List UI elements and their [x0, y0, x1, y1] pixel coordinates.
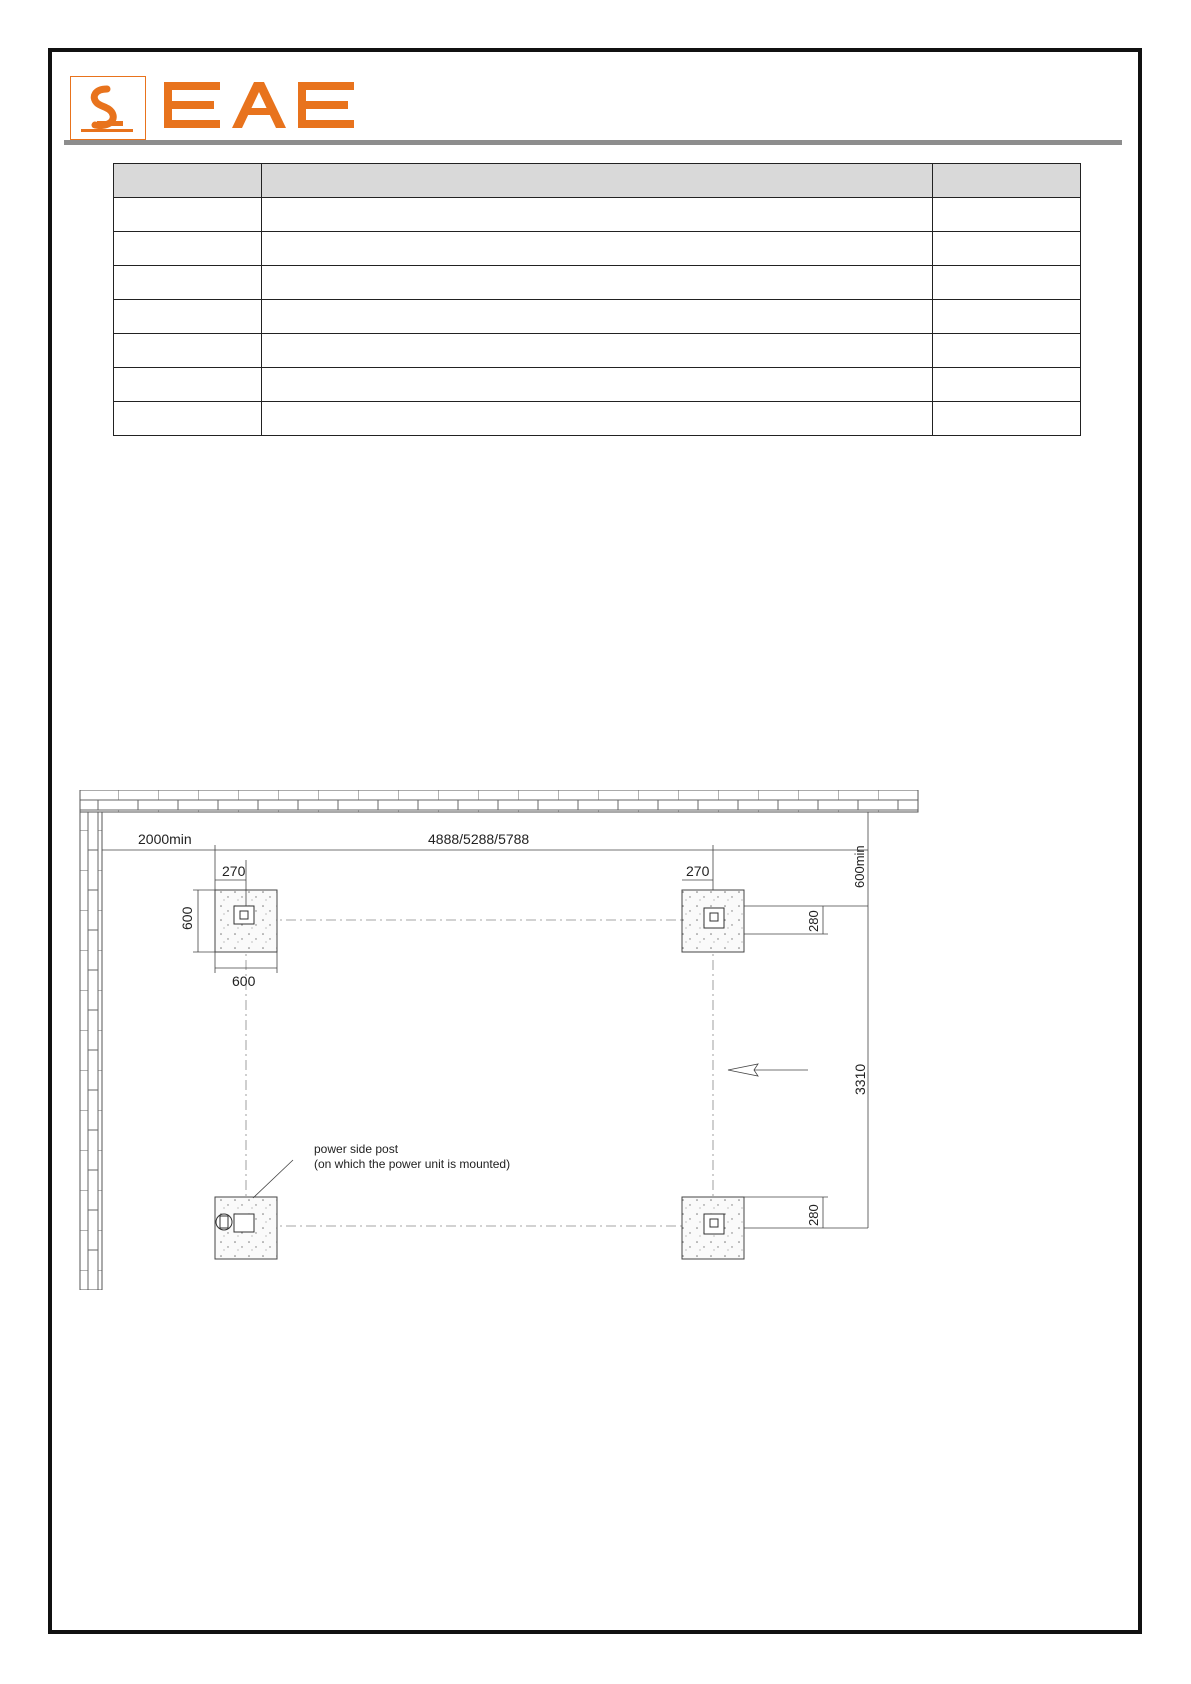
table-header-row: [114, 164, 1081, 198]
dim-top-right-280: 280: [806, 910, 821, 932]
dim-top-right-offset: 270: [686, 863, 710, 879]
table-cell: [114, 334, 262, 368]
table-cell: [114, 402, 262, 436]
post-base-bottom-left: [215, 1197, 277, 1259]
table-cell: [114, 198, 262, 232]
table-cell: [933, 368, 1081, 402]
table-cell: [262, 164, 933, 198]
power-label-line2: (on which the power unit is mounted): [314, 1157, 511, 1171]
table-row: [114, 198, 1081, 232]
wall-left: [80, 812, 102, 1290]
post-base-top-right: [682, 890, 744, 952]
table-cell: [262, 198, 933, 232]
dim-wall-clearance: 2000min: [138, 831, 192, 847]
table-cell: [262, 300, 933, 334]
spec-table: [113, 163, 1081, 436]
table-row: [114, 266, 1081, 300]
wall-top: [80, 790, 918, 812]
table-row: [114, 232, 1081, 266]
table-cell: [114, 368, 262, 402]
header-rule: [64, 140, 1122, 145]
table-cell: [114, 266, 262, 300]
table-row: [114, 368, 1081, 402]
table-cell: [933, 164, 1081, 198]
table-cell: [262, 368, 933, 402]
table-cell: [114, 232, 262, 266]
table-row: [114, 300, 1081, 334]
dim-post-distance: 4888/5288/5788: [428, 831, 530, 847]
table-row: [114, 402, 1081, 436]
table-cell: [114, 164, 262, 198]
dim-bottom-right-280: 280: [806, 1204, 821, 1226]
table-cell: [933, 334, 1081, 368]
dim-base-width: 600: [232, 973, 256, 989]
table-cell: [933, 232, 1081, 266]
header: [70, 76, 1120, 148]
dim-top-clearance: 600min: [852, 845, 867, 888]
post-base-bottom-right: [682, 1197, 744, 1259]
dim-base-height: 600: [179, 906, 195, 930]
table-cell: [262, 232, 933, 266]
brand-logo-wordmark: [164, 82, 364, 132]
dim-top-left-offset: 270: [222, 863, 246, 879]
table-cell: [933, 300, 1081, 334]
dim-post-spacing: 3310: [852, 1063, 868, 1095]
foundation-layout-drawing: [78, 790, 928, 1290]
table-cell: [114, 300, 262, 334]
table-cell: [933, 266, 1081, 300]
table-cell: [933, 198, 1081, 232]
power-label-line1: power side post: [314, 1142, 399, 1156]
table-cell: [933, 402, 1081, 436]
center-lines: [246, 920, 713, 1226]
table-cell: [262, 266, 933, 300]
table-row: [114, 334, 1081, 368]
table-cell: [262, 334, 933, 368]
table-cell: [262, 402, 933, 436]
brand-logo-icon: [70, 76, 146, 140]
